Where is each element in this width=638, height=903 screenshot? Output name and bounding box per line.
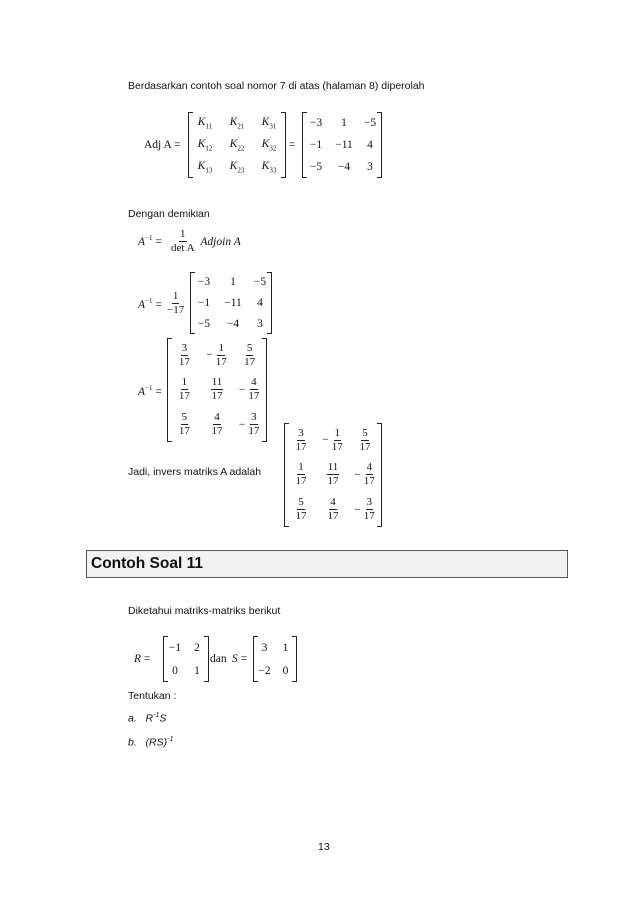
- scalar-numerator: 1: [172, 290, 179, 302]
- scalar-denominator: −17: [167, 304, 185, 316]
- adjoint-entry: −4: [337, 161, 351, 173]
- fraction-entry: $\frac{5}{17}$: [359, 426, 371, 453]
- cofactor-entry: $K_{13}$: [197, 159, 213, 175]
- matrix-entry: −5: [197, 317, 211, 330]
- adj-label: Adj A =: [144, 139, 181, 151]
- section-title: Contoh Soal 11: [91, 555, 203, 572]
- fraction-entry: $\frac{5}{17}$: [244, 341, 256, 368]
- matrix-entry: −3: [197, 276, 211, 289]
- fraction-entry: $\frac{4}{17}$: [327, 496, 339, 523]
- cofactor-entry: $K_{11}$: [197, 115, 213, 131]
- page-number: 13: [318, 841, 330, 853]
- s-entry: 1: [282, 641, 289, 654]
- fraction-entry: $\frac{1}{17}$: [178, 376, 190, 403]
- adjoint-values-matrix: [302, 112, 382, 178]
- fraction-entry: $\frac{3}{17}$: [295, 426, 307, 453]
- equals-sign: =: [289, 139, 296, 151]
- dan-text: dan: [210, 653, 227, 665]
- cofactor-entry: $K_{33}$: [261, 159, 277, 175]
- fraction-entry: $\frac{11}{17}$: [327, 461, 339, 488]
- matrix-entry: 1: [230, 276, 236, 289]
- final-inverse-matrix: [284, 423, 382, 527]
- formula-suffix: Adjoin A: [200, 235, 241, 248]
- fraction-entry: $\frac{1}{17}$: [295, 461, 307, 488]
- s-entry: −2: [258, 664, 271, 677]
- cofactor-entry: $K_{32}$: [261, 137, 277, 153]
- s-matrix: [253, 636, 297, 682]
- matrix-entry: −11: [224, 296, 242, 309]
- inverse-lhs-3: $A^{-1}$ =: [138, 384, 162, 398]
- fraction-entry: − $\frac{4}{17}$: [238, 376, 260, 403]
- intro-text: Berdasarkan contoh soal nomor 7 di atas (halaman 8) diperolah: [128, 80, 425, 92]
- fraction-entry: − $\frac{3}{17}$: [238, 411, 260, 438]
- fraction-entry: $\frac{4}{17}$: [211, 411, 223, 438]
- given-text: Diketahui matriks-matriks berikut: [128, 605, 281, 617]
- tentukan-text: Tentukan :: [128, 690, 177, 702]
- cofactor-matrix: [188, 112, 286, 178]
- adjoint-entry: −3: [309, 117, 323, 129]
- adjoint-entry: 1: [341, 117, 347, 129]
- adjoint-entry: −5: [363, 117, 377, 129]
- fraction-entry: − $\frac{4}{17}$: [354, 461, 375, 488]
- matrix-entry: 4: [257, 296, 263, 309]
- section-header: [86, 550, 568, 578]
- fraction-entry: $\frac{5}{17}$: [295, 496, 307, 523]
- s-entry: 3: [261, 641, 268, 654]
- r-matrix: [163, 636, 209, 682]
- cofactor-entry: $K_{21}$: [229, 115, 245, 131]
- s-entry: 0: [282, 664, 289, 677]
- item-b: b. (RS)$^{-1}$: [128, 736, 174, 749]
- adjoint-entry: −5: [309, 161, 323, 173]
- fraction-entry: − $\frac{1}{17}$: [322, 426, 343, 453]
- adjoint-entry: 4: [367, 139, 373, 151]
- fraction-entry: $\frac{5}{17}$: [178, 411, 190, 438]
- cofactor-entry: $K_{22}$: [229, 137, 245, 153]
- cofactor-entry: $K_{31}$: [261, 115, 277, 131]
- conclusion-text: Jadi, invers matriks A adalah: [128, 466, 262, 478]
- r-label: R =: [134, 653, 151, 665]
- inverse-lhs-1: $A^{-1}$ =: [138, 234, 162, 248]
- dengan-demikian-text: Dengan demikian: [128, 208, 210, 220]
- fraction-entry: $\frac{11}{17}$: [211, 376, 223, 403]
- scalar-fraction: [166, 290, 185, 317]
- formula: [170, 228, 241, 255]
- matrix-entry: −1: [197, 296, 211, 309]
- cofactor-entry: $K_{12}$: [197, 137, 213, 153]
- formula-denominator: det A: [171, 242, 195, 254]
- adjoint-entry: −1: [309, 139, 323, 151]
- adjoint-entry: 3: [367, 161, 373, 173]
- inverse-fraction-matrix: [167, 338, 267, 442]
- item-a: a. $R^{-1}S$: [128, 712, 167, 725]
- inverse-lhs-2: $A^{-1}$ =: [138, 297, 162, 311]
- r-entry: 2: [194, 641, 200, 654]
- adjoint-entry: −11: [335, 139, 353, 151]
- fraction-entry: $\frac{3}{17}$: [178, 341, 190, 368]
- scalar-times-matrix: [190, 272, 272, 334]
- matrix-entry: −4: [226, 317, 240, 330]
- r-entry: 0: [172, 664, 178, 677]
- cofactor-entry: $K_{23}$: [229, 159, 245, 175]
- formula-numerator: 1: [180, 228, 186, 240]
- r-entry: −1: [168, 641, 182, 654]
- matrix-entry: 3: [257, 317, 263, 330]
- r-entry: 1: [194, 664, 200, 677]
- fraction-entry: − $\frac{1}{17}$: [206, 341, 227, 368]
- fraction-entry: − $\frac{3}{17}$: [354, 496, 375, 523]
- matrix-entry: −5: [253, 276, 267, 289]
- s-label: S =: [232, 653, 248, 665]
